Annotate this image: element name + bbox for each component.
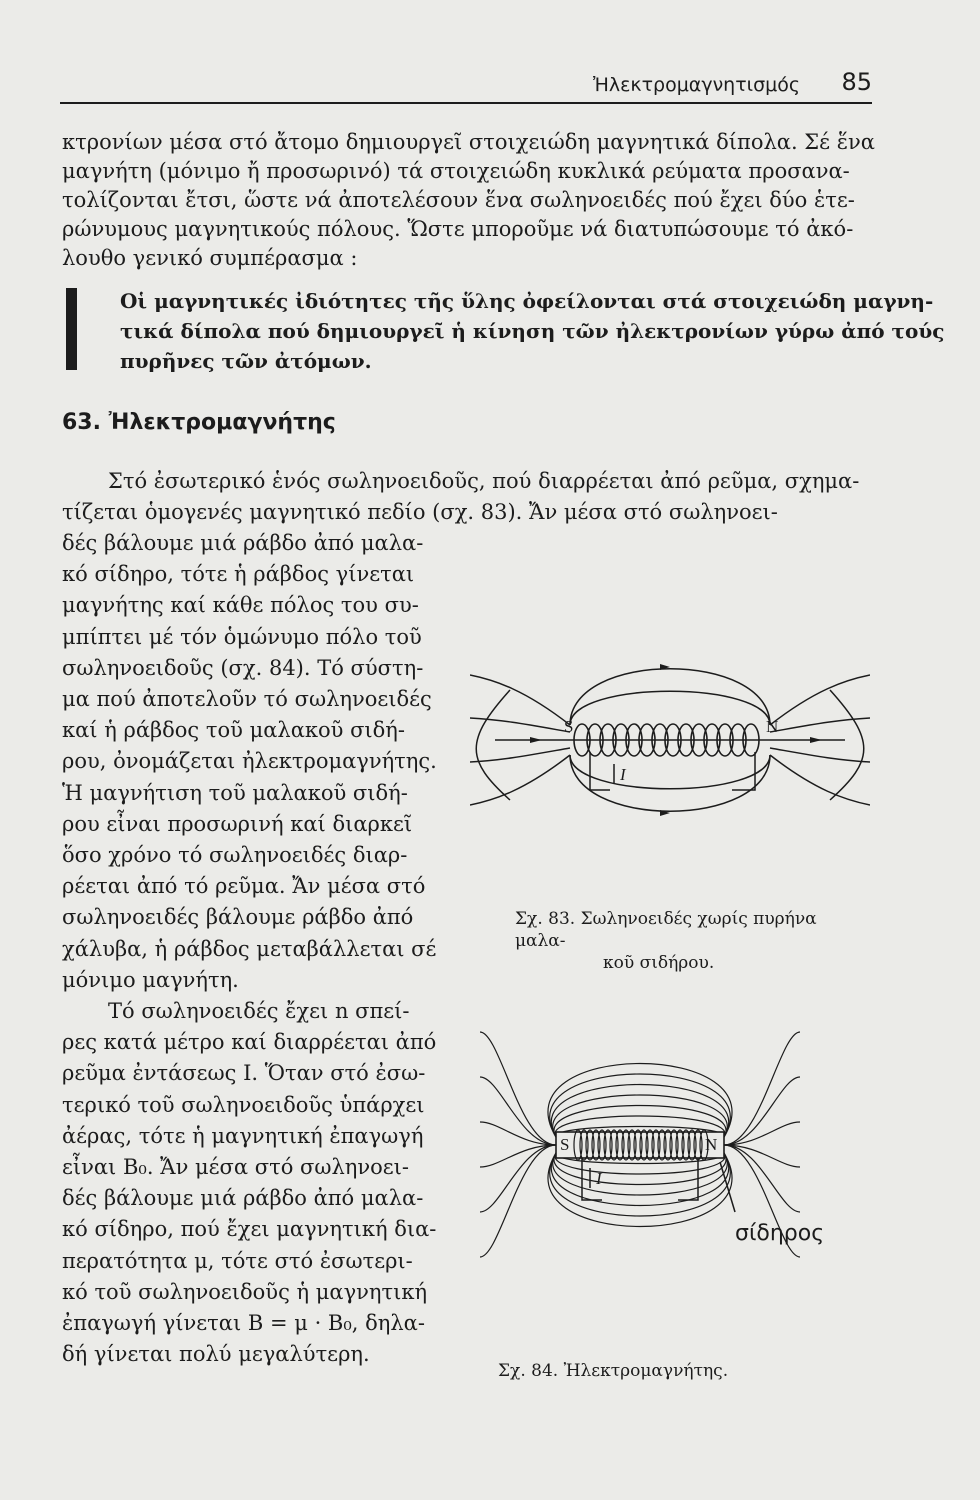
arrow-icon bbox=[810, 737, 822, 743]
text-line: ρου εἶναι προσωρινή καί διαρκεῖ bbox=[62, 811, 413, 836]
text-line: εἶναι B₀. Ἄν μέσα στό σωληνοει- bbox=[62, 1155, 409, 1180]
iron-label: σίδηρος bbox=[735, 1221, 825, 1246]
text-line: δή γίνεται πολύ μεγαλύτερη. bbox=[62, 1342, 370, 1367]
text-line: χάλυβα, ἡ ράβδος μεταβάλλεται σέ bbox=[62, 936, 437, 961]
field-line bbox=[770, 755, 870, 805]
north-pole-label: N bbox=[705, 1135, 718, 1154]
text-line: ἐπαγωγή γίνεται B = μ · B₀, δηλα- bbox=[62, 1311, 425, 1336]
text-line: Τό σωληνοειδές ἔχει n σπεί- bbox=[108, 999, 410, 1023]
page-header bbox=[60, 66, 872, 104]
field-line bbox=[830, 690, 864, 800]
field-line bbox=[480, 1032, 556, 1145]
field-line bbox=[724, 1145, 800, 1212]
text-line: μαγνήτη (μόνιμο ἤ προσωρινό) τά στοιχειώδη κυκλικά ρεύματα προσανα- bbox=[62, 159, 850, 183]
intro-paragraph bbox=[62, 128, 875, 273]
text-line: μόνιμο μαγνήτη. bbox=[62, 967, 239, 992]
text-line: κό σίδηρο, πού ἔχει μαγνητική δια- bbox=[62, 1217, 437, 1242]
figure-84-caption: Σχ. 84. Ἠλεκτρομαγνήτης. bbox=[498, 1361, 729, 1381]
text-line: μαγνήτης καί κάθε πόλος του συ- bbox=[62, 593, 419, 618]
section-heading bbox=[62, 410, 336, 435]
text-line: ὅσο χρόνο τό σωληνοειδές διαρ- bbox=[62, 843, 408, 868]
text-line: κό σίδηρο, τότε ἡ ράβδος γίνεται bbox=[62, 562, 415, 587]
lead-wire bbox=[590, 752, 610, 790]
text-line: σωληνοειδές βάλουμε ράβδο ἀπό bbox=[62, 905, 414, 930]
section-title: Ἠλεκτρομαγνήτης bbox=[108, 410, 336, 435]
field-line bbox=[480, 1145, 556, 1212]
text-line: σωληνοειδοῦς (σχ. 84). Τό σύστη- bbox=[62, 655, 424, 680]
text-line: τικά δίπολα πού δημιουργεῖ ἡ κίνηση τῶν ἠλεκτρονίων γύρω ἀπό τούς bbox=[120, 319, 945, 343]
column2-paragraph bbox=[62, 996, 437, 1370]
figure-83-caption bbox=[515, 908, 870, 974]
running-title: Ἠλεκτρομαγνητισμός bbox=[592, 74, 800, 96]
text-line: ρώνυμους μαγνητικούς πόλους. Ὥστε μποροῦμε νά διατυπώσουμε τό ἀκό- bbox=[62, 217, 854, 241]
text-line: τερικό τοῦ σωληνοειδοῦς ὑπάρχει bbox=[62, 1092, 425, 1117]
text-line: καί ἡ ράβδος τοῦ μαλακοῦ σιδή- bbox=[62, 718, 405, 743]
text-line: ρεῦμα ἐντάσεως I. Ὅταν στό ἐσω- bbox=[62, 1061, 426, 1086]
field-line bbox=[476, 690, 510, 800]
field-line bbox=[470, 675, 570, 725]
text-line: μα πού ἀποτελοῦν τό σωληνοειδές bbox=[62, 687, 432, 712]
caption-line: κοῦ σιδήρου. bbox=[603, 953, 715, 973]
field-line bbox=[770, 748, 870, 762]
text-line: λουθο γενικό συμπέρασμα : bbox=[62, 246, 358, 270]
field-line bbox=[470, 748, 570, 762]
current-label: I bbox=[620, 765, 626, 784]
field-line bbox=[770, 718, 870, 732]
text-line: μπίπτει μέ τόν ὁμώνυμο πόλο τοῦ bbox=[62, 624, 422, 649]
north-pole-label: N bbox=[766, 717, 779, 736]
iron-pointer-line bbox=[720, 1162, 735, 1212]
text-line: τίζεται ὁμογενές μαγνητικό πεδίο (σχ. 83). Ἄν μέσα στό σωληνοει- bbox=[62, 500, 778, 524]
text-line: Ἡ μαγνήτιση τοῦ μαλακοῦ σιδή- bbox=[62, 780, 408, 805]
text-line: περατότητα μ, τότε στό ἐσωτερι- bbox=[62, 1248, 413, 1273]
text-line: δές βάλουμε μιά ράβδο ἀπό μαλα- bbox=[62, 531, 424, 555]
field-line bbox=[570, 755, 770, 789]
text-line: ρέεται ἀπό τό ρεῦμα. Ἄν μέσα στό bbox=[62, 874, 426, 899]
field-line bbox=[470, 755, 570, 805]
field-line bbox=[480, 1145, 556, 1257]
text-line: δές βάλουμε μιά ράβδο ἀπό μαλα- bbox=[62, 1186, 424, 1211]
text-line: Οἱ μαγνητικές ἰδιότητες τῆς ὕλης ὀφείλονται στά στοιχειώδη μαγνη- bbox=[120, 289, 934, 313]
current-label: I bbox=[596, 1169, 602, 1188]
field-line bbox=[724, 1032, 800, 1145]
field-line bbox=[570, 691, 770, 725]
caption-line: Σχ. 83. Σωληνοειδές χωρίς πυρήνα μαλα- bbox=[515, 909, 817, 951]
conclusion-box bbox=[120, 286, 945, 376]
text-line: ρου, ὀνομάζεται ἠλεκτρομαγνήτης. bbox=[62, 749, 437, 774]
south-pole-label: S bbox=[560, 1135, 570, 1154]
text-line: κτρονίων μέσα στό ἄτομο δημιουργεῖ στοιχειώδη μαγνητικά δίπολα. Σέ ἕνα bbox=[62, 130, 875, 154]
page-number: 85 bbox=[841, 68, 872, 96]
field-line bbox=[480, 1077, 556, 1145]
field-line bbox=[770, 675, 870, 725]
arrow-icon bbox=[530, 737, 542, 743]
text-line: Στό ἐσωτερικό ἑνός σωληνοειδοῦς, πού διαρρέεται ἀπό ρεῦμα, σχημα- bbox=[108, 469, 860, 493]
text-line: κό τοῦ σωληνοειδοῦς ἡ μαγνητική bbox=[62, 1279, 428, 1304]
south-pole-label: S bbox=[564, 717, 574, 736]
field-line bbox=[470, 718, 570, 732]
column-paragraph bbox=[62, 528, 437, 996]
text-line: πυρῆνες τῶν ἀτόμων. bbox=[120, 349, 372, 373]
text-line: τολίζονται ἔτσι, ὥστε νά ἀποτελέσουν ἕνα σωληνοειδές πού ἔχει δύο ἑτε- bbox=[62, 188, 855, 212]
figure-84-electromagnet bbox=[470, 1012, 860, 1332]
figure-83-solenoid bbox=[470, 620, 870, 900]
text-line: ἀέρας, τότε ἡ μαγνητική ἐπαγωγή bbox=[62, 1123, 424, 1148]
text-line: ρες κατά μέτρο καί διαρρέεται ἀπό bbox=[62, 1030, 437, 1055]
field-line bbox=[570, 669, 770, 725]
field-line bbox=[724, 1077, 800, 1145]
lead-wire bbox=[732, 752, 755, 790]
highlight-bar bbox=[66, 288, 77, 370]
field-line bbox=[570, 755, 770, 811]
section-number: 63. bbox=[62, 410, 101, 435]
section-paragraph bbox=[62, 466, 868, 528]
